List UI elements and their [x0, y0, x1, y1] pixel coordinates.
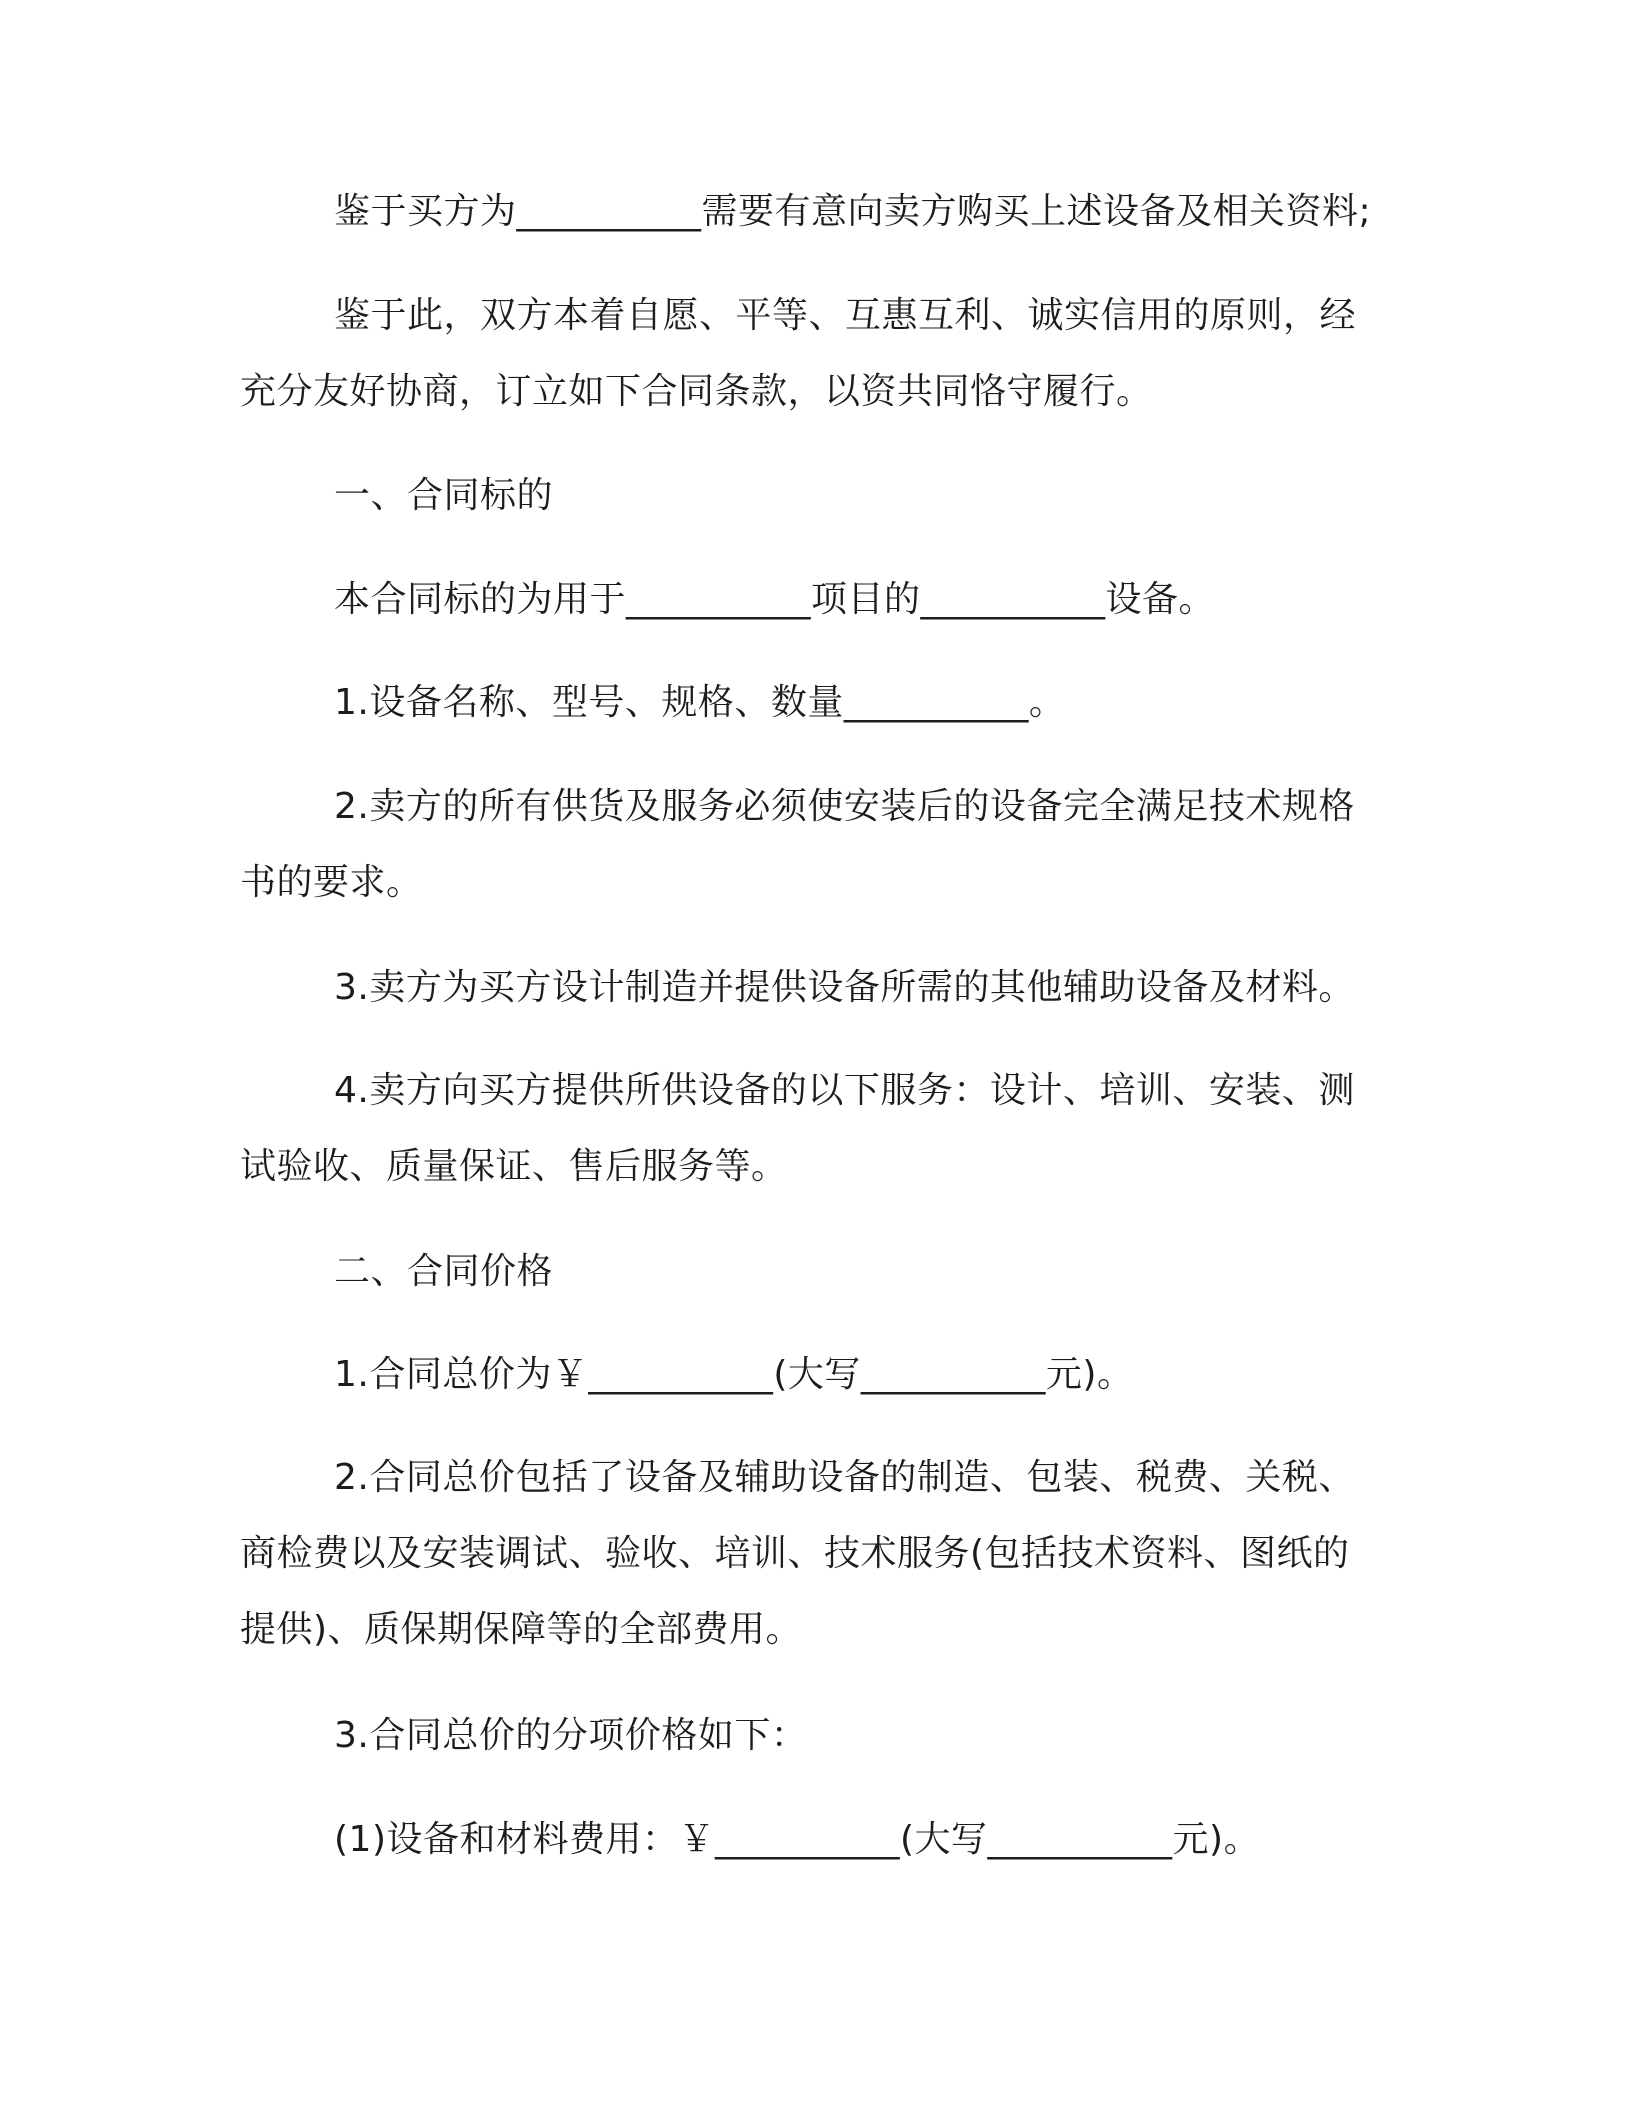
paragraph-line: 商检费以及安装调试、验收、培训、技术服务(包括技术资料、图纸的 — [240, 1533, 1350, 1574]
paragraph-line: 试验收、质量保证、售后服务等。 — [240, 1146, 788, 1187]
price-clause-1-total — [240, 1337, 1390, 1413]
price-item-1-equipment-materials — [240, 1802, 1390, 1878]
paragraph-line: 2.合同总价包括了设备及辅助设备的制造、包装、税费、关税、 — [334, 1457, 1355, 1498]
section-heading-contract-subject — [240, 458, 1390, 534]
section-heading-text: 二、合同价格 — [334, 1251, 554, 1292]
paragraph-line: 1.设备名称、型号、规格、数量__________。 — [334, 682, 1066, 723]
paragraph-line: 3.合同总价的分项价格如下： — [334, 1715, 808, 1756]
clause-4-services — [240, 1053, 1390, 1205]
paragraph-buyer-purpose — [240, 174, 1390, 250]
paragraph-line: 鉴于此，双方本着自愿、平等、互惠互利、诚实信用的原则，经 — [334, 295, 1357, 336]
paragraph-principles — [240, 278, 1390, 430]
paragraph-line: 4.卖方向买方提供所供设备的以下服务：设计、培训、安装、测 — [334, 1070, 1355, 1111]
paragraph-line: 1.合同总价为￥__________(大写__________元)。 — [334, 1354, 1134, 1395]
section-heading-text: 一、合同标的 — [334, 475, 554, 516]
paragraph-line: 本合同标的为用于__________项目的__________设备。 — [334, 579, 1216, 620]
paragraph-subject-description — [240, 562, 1390, 638]
price-clause-3-breakdown — [240, 1698, 1390, 1774]
section-heading-contract-price — [240, 1234, 1390, 1310]
paragraph-line: 提供)、质保期保障等的全部费用。 — [240, 1609, 803, 1650]
clause-2-supply-requirements — [240, 769, 1390, 921]
paragraph-line: 书的要求。 — [240, 862, 423, 903]
paragraph-line: 充分友好协商，订立如下合同条款，以资共同恪守履行。 — [240, 371, 1153, 412]
price-clause-2-inclusions — [240, 1440, 1390, 1668]
clause-1-equipment-spec — [240, 665, 1390, 741]
clause-3-auxiliary-equipment — [240, 950, 1390, 1026]
paragraph-line: 2.卖方的所有供货及服务必须使安装后的设备完全满足技术规格 — [334, 786, 1355, 827]
paragraph-line: 3.卖方为买方设计制造并提供设备所需的其他辅助设备及材料。 — [334, 967, 1355, 1008]
paragraph-line: (1)设备和材料费用：￥__________(大写__________元)。 — [334, 1819, 1261, 1860]
paragraph-line: 鉴于买方为__________需要有意向卖方购买上述设备及相关资料; — [334, 191, 1372, 232]
